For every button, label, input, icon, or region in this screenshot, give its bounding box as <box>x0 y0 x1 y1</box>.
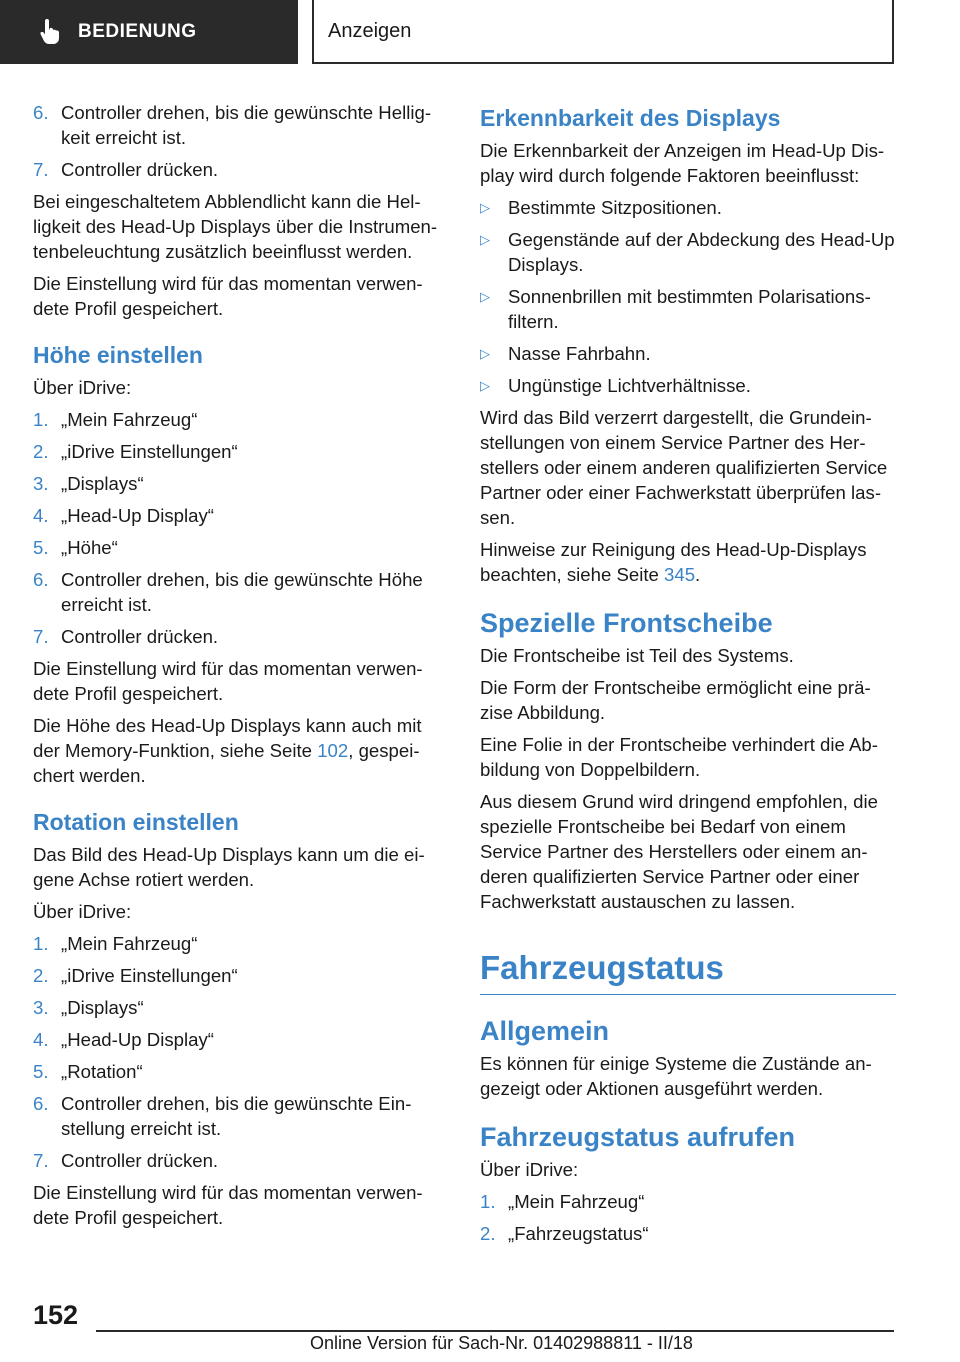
section-title: BEDIENUNG <box>78 21 197 42</box>
list-item: 2. „Fahrzeugstatus“ <box>480 1223 649 1244</box>
paragraph: Die Erkennbarkeit der Anzeigen im Head-Up Display wird durch folgende Faktoren beeinflusst: <box>480 140 885 186</box>
list-item: 2. „iDrive Einstellungen“ <box>33 965 238 986</box>
list-item: 4. „Head-Up Display“ <box>33 1029 214 1050</box>
paragraph: Die Einstellung wird für das momentan verwendete Profil gespeichert. <box>33 273 423 319</box>
paragraph: Hinweise zur Reinigung des Head-Up-Displays beachten, siehe Seite 345. <box>480 539 867 585</box>
list-item: 5. „Rotation“ <box>33 1061 143 1082</box>
paragraph: Es können für einige Systeme die Zustände angezeigt oder Aktionen ausgeführt werden. <box>480 1053 872 1099</box>
list-item: ▷ Gegenstände auf der Abdeckung des Head-Up Displays. <box>480 229 895 275</box>
triangle-bullet-icon: ▷ <box>480 346 490 361</box>
footer-divider <box>96 1330 894 1332</box>
list-item: 4. „Head-Up Display“ <box>33 505 214 526</box>
heading-fahrzeugstatus: Fahrzeugstatus <box>480 948 896 995</box>
triangle-bullet-icon: ▷ <box>480 378 490 393</box>
triangle-bullet-icon: ▷ <box>480 232 490 247</box>
paragraph: Die Höhe des Head-Up Displays kann auch mit der Memory-Funktion, siehe Seite 102, gespeichert werden. <box>33 715 422 786</box>
paragraph: Die Frontscheibe ist Teil des Systems. <box>480 645 794 666</box>
section-tab <box>0 0 298 64</box>
paragraph: Über iDrive: <box>480 1159 579 1180</box>
paragraph: Die Einstellung wird für das momentan verwendete Profil gespeichert. <box>33 658 423 704</box>
list-item: 7. Controller drücken. <box>33 626 219 647</box>
list-item: 1. „Mein Fahrzeug“ <box>33 409 198 430</box>
heading-fahrzeugstatus-aufrufen: Fahrzeugstatus aufrufen <box>480 1122 796 1152</box>
chapter-title: Anzeigen <box>328 19 412 42</box>
heading-rotation-einstellen: Rotation einstellen <box>33 809 239 835</box>
right-column <box>480 100 896 1253</box>
paragraph: Bei eingeschaltetem Abblendlicht kann die Helligkeit des Head-Up Displays über die Instrumentenbeleuchtung zusätzlich beeinflusst werden. <box>33 191 438 262</box>
paragraph: Wird das Bild verzerrt dargestellt, die Grundeinstellungen von einem Service Partner des Herstellers oder einem anderen qualifizierten Service Partner oder einer Fachwerkstatt überprüfen lassen. <box>480 407 888 528</box>
list-item: 2. „iDrive Einstellungen“ <box>33 441 238 462</box>
list-item: 3. „Displays“ <box>33 997 144 1018</box>
list-item: 6. Controller drehen, bis die gewünschte Helligkeit erreicht ist. <box>33 102 432 148</box>
triangle-bullet-icon: ▷ <box>480 289 490 304</box>
paragraph: Über iDrive: <box>33 377 132 398</box>
hand-pointer-icon <box>40 19 62 45</box>
list-item: ▷ Nasse Fahrbahn. <box>480 343 651 364</box>
heading-erkennbarkeit: Erkennbarkeit des Displays <box>480 105 781 131</box>
page-link-102[interactable]: 102 <box>317 740 349 761</box>
page-number: 152 <box>33 1300 79 1330</box>
heading-hoehe-einstellen: Höhe einstellen <box>33 342 203 368</box>
paragraph: Über iDrive: <box>33 901 132 922</box>
list-item: ▷ Sonnenbrillen mit bestimmten Polarisationsfiltern. <box>480 286 871 332</box>
list-item: 7. Controller drücken. <box>33 159 219 180</box>
list-item: 1. „Mein Fahrzeug“ <box>33 933 198 954</box>
left-column <box>33 100 445 1237</box>
footer-text: Online Version für Sach-Nr. 01402988811 - II/18 <box>310 1333 693 1353</box>
paragraph: Aus diesem Grund wird dringend empfohlen, die spezielle Frontscheibe bei Bedarf von einem Service Partner des Herstellers oder einem anderen qualifizierten Service Partner oder einer Fachwerkstatt austauschen zu lassen. <box>480 791 878 912</box>
list-item: 6. Controller drehen, bis die gewünschte Einstellung erreicht ist. <box>33 1093 412 1139</box>
chapter-tab <box>312 0 894 64</box>
heading-allgemein: Allgemein <box>480 1016 610 1046</box>
paragraph: Das Bild des Head-Up Displays kann um die eigene Achse rotiert werden. <box>33 844 425 890</box>
heading-spezielle-frontscheibe: Spezielle Frontscheibe <box>480 608 773 638</box>
list-item: ▷ Ungünstige Lichtverhältnisse. <box>480 375 751 396</box>
list-item: 7. Controller drücken. <box>33 1150 219 1171</box>
list-item: 1. „Mein Fahrzeug“ <box>480 1191 645 1212</box>
list-item: 3. „Displays“ <box>33 473 144 494</box>
paragraph: Die Einstellung wird für das momentan verwendete Profil gespeichert. <box>33 1182 423 1228</box>
list-item: 6. Controller drehen, bis die gewünschte Höhe erreicht ist. <box>33 569 423 615</box>
list-item: ▷ Bestimmte Sitzpositionen. <box>480 197 722 218</box>
list-item: 5. „Höhe“ <box>33 537 118 558</box>
triangle-bullet-icon: ▷ <box>480 200 490 215</box>
page-link-345[interactable]: 345 <box>664 564 696 585</box>
paragraph: Eine Folie in der Frontscheibe verhindert die Abbildung von Doppelbildern. <box>480 734 878 780</box>
paragraph: Die Form der Frontscheibe ermöglicht eine präzise Abbildung. <box>480 677 871 723</box>
